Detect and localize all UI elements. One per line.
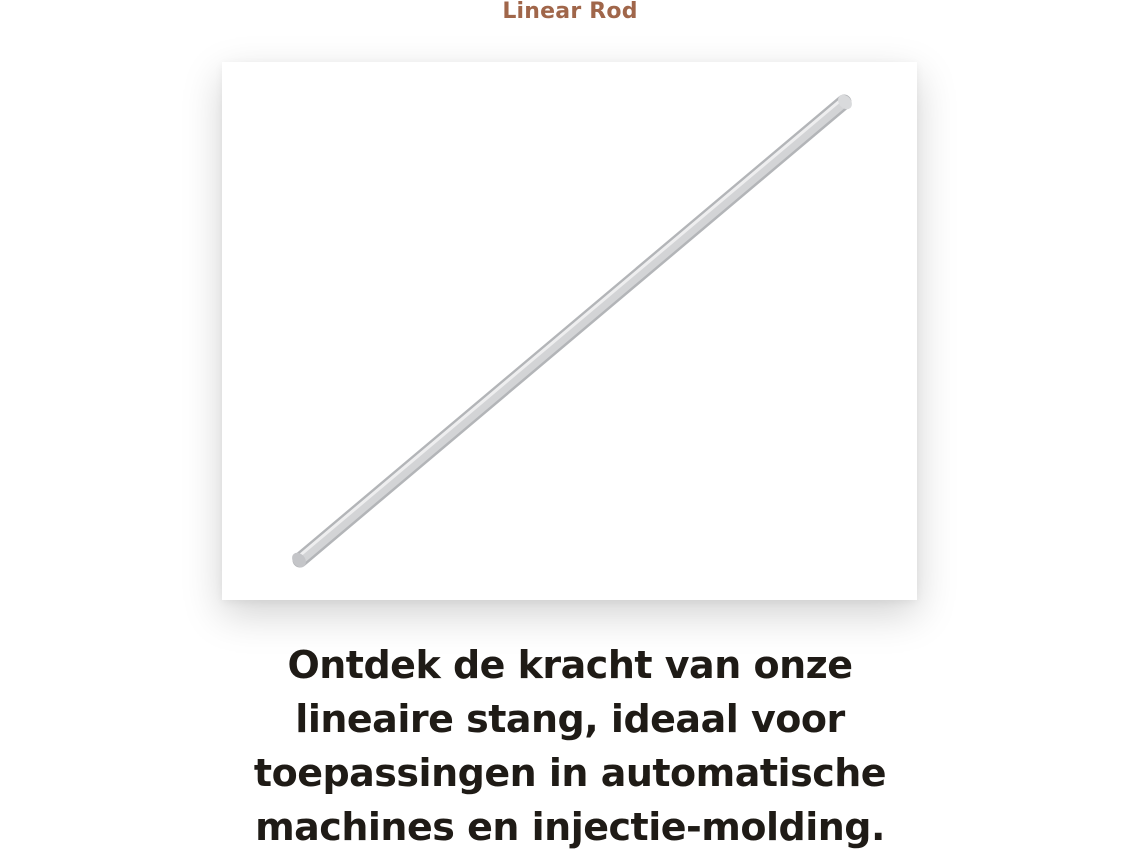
description-line: toepassingen in automatische (253, 751, 887, 795)
description-line: Ontdek de kracht van onze (287, 643, 853, 687)
description-line: machines en injectie-molding. (255, 805, 885, 849)
description-line: lineaire stang, ideaal voor (295, 697, 845, 741)
product-label: Linear Rod (502, 0, 638, 24)
linear-rod-icon (222, 62, 917, 600)
product-image-card (222, 62, 917, 600)
product-description (170, 638, 970, 854)
